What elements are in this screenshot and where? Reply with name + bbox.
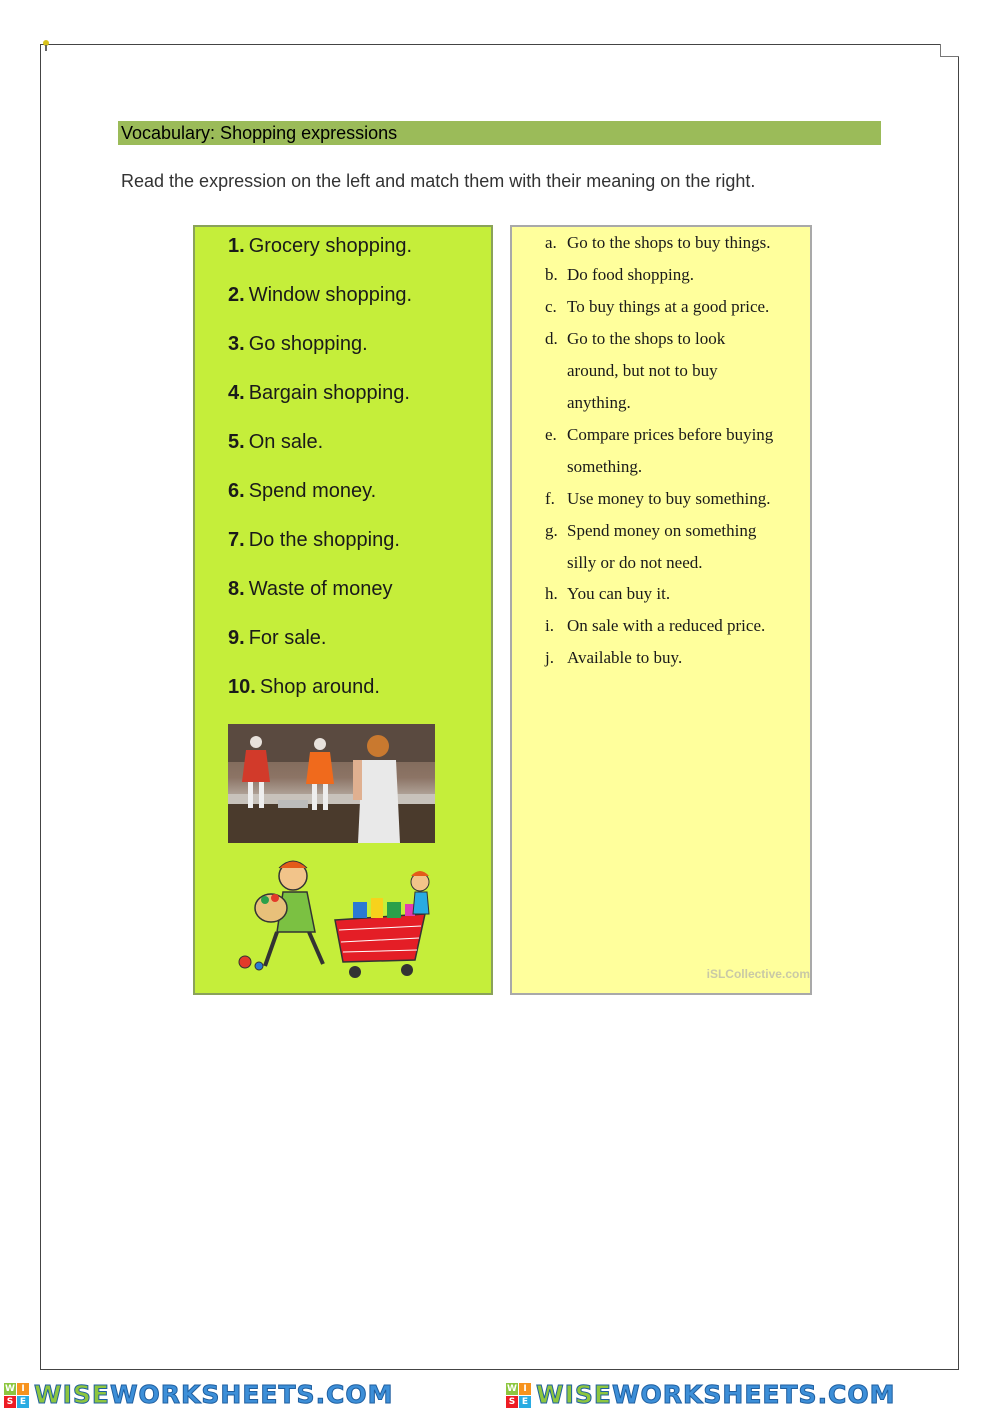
definition-continuation: around, but not to buy (567, 361, 718, 380)
wiseworksheets-logo-icon: W I S E (506, 1383, 532, 1409)
term-item: 7. Do the shopping. (228, 529, 400, 551)
term-item: 2. Window shopping. (228, 284, 413, 306)
definition-item: g. Spend money on something (545, 521, 757, 540)
section-title: Vocabulary: Shopping expressions (121, 123, 398, 143)
definition-item: i. On sale with a reduced price. (545, 616, 766, 635)
term-item: 6. Spend money. (228, 480, 377, 502)
terms-panel (193, 225, 493, 995)
definition-continuation: anything. (567, 393, 631, 412)
term-item: 5. On sale. (228, 431, 324, 453)
pin-icon (43, 40, 49, 50)
section-header-bar (118, 121, 881, 145)
definition-item: h. You can buy it. (545, 584, 671, 603)
definition-item: c. To buy things at a good price. (545, 297, 770, 316)
definition-continuation: silly or do not need. (567, 553, 703, 572)
definition-item: j. Available to buy. (545, 648, 683, 667)
shopping-cart-cartoon (235, 854, 440, 984)
definition-item: e. Compare prices before buying (545, 425, 774, 444)
term-item: 1. Grocery shopping. (228, 235, 413, 257)
definition-item: d. Go to the shops to look (545, 329, 726, 348)
definitions-panel (510, 225, 812, 995)
definition-item: a. Go to the shops to buy things. (545, 233, 771, 252)
islcollective-watermark: iSLCollective.com (706, 967, 810, 981)
term-item: 8. Waste of money (228, 578, 393, 600)
definition-continuation: something. (567, 457, 643, 476)
term-item: 4. Bargain shopping. (228, 382, 410, 404)
definition-item: f. Use money to buy something. (545, 489, 771, 508)
definition-item: b. Do food shopping. (545, 265, 695, 284)
term-item: 9. For sale. (228, 627, 327, 649)
window-shopping-photo (228, 724, 435, 843)
footer-brand-text: WISEWORKSHEETS.COM (34, 1380, 394, 1409)
wiseworksheets-logo-icon: W I S E (4, 1383, 30, 1409)
instructions-text: Read the expression on the left and match them with their meaning on the right. (121, 171, 756, 191)
page-corner-fold (940, 44, 959, 57)
term-item: 10. Shop around. (228, 676, 380, 698)
footer-brand-text: WISEWORKSHEETS.COM (536, 1380, 896, 1409)
term-item: 3. Go shopping. (228, 333, 368, 355)
worksheet-page (40, 44, 959, 1370)
